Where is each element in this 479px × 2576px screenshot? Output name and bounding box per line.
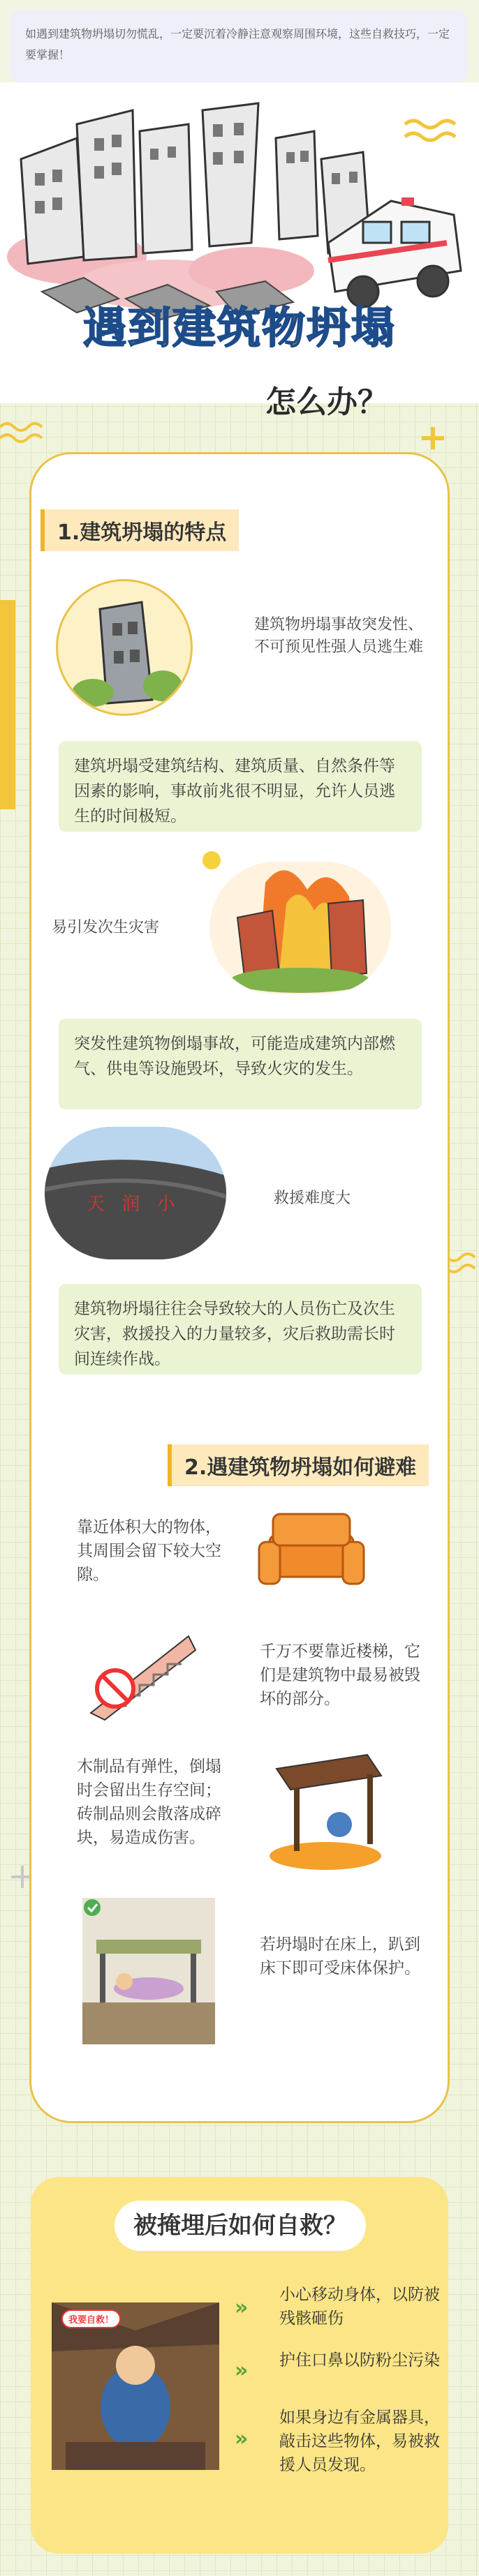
speech-bubble: 我要自救！ (61, 2309, 121, 2328)
title-part-3: 筑物 (217, 302, 307, 353)
side-stripe (0, 600, 15, 809)
self-rescue-tip-3: 如果身边有金属器具，敲击这些物体，易被救援人员发现。 (279, 2409, 440, 2474)
stairs-forbidden-icon (77, 1622, 202, 1727)
tip-1-text: 靠近体积大的物体，其周围会留下较大空隙。 (77, 1518, 221, 1584)
tip-4-text: 若坍塌时在床上，趴到床下即可受床体保护。 (260, 1935, 420, 1977)
chevron-right-icon-3: » (235, 2427, 249, 2451)
title-part-1: 遇到 (82, 302, 172, 353)
intro-note (10, 10, 468, 82)
title-part-2: 建 (172, 302, 217, 353)
point-2-description: 突发性建筑物倒塌事故，可能造成建筑内部燃气、供电等设施毁坏，导致火灾的发生。 (59, 1019, 422, 1109)
chevron-right-icon-2: » (235, 2358, 249, 2383)
section-3-heading: 被掩埋后如何自救？ (115, 2201, 366, 2251)
point-3-label: 救援难度大 (274, 1190, 351, 1207)
section-2-heading: 2.遇建筑物坍塌如何避难 (168, 1444, 429, 1486)
wave-deco-icon (0, 419, 56, 447)
under-bed-image (82, 1898, 215, 2044)
plus-deco-icon (419, 424, 447, 452)
trapped-person-image (52, 2302, 219, 2470)
chevron-right-icon: » (235, 2296, 249, 2320)
hero-illustration (0, 82, 479, 403)
self-rescue-tip-2: 护住口鼻以防粉尘污染 (279, 2351, 440, 2369)
collapsed-sign-text: 天 润 小 (87, 1194, 181, 1215)
tip-3-text: 木制品有弹性，倒塌时会留出生存空间；砖制品则会散落成碎块，易造成伤害。 (77, 1758, 221, 1847)
section-1-heading: 1.建筑坍塌的特点 (40, 509, 239, 551)
tip-2-text: 千万不要靠近楼梯，它们是建筑物中最易被毁坏的部分。 (260, 1642, 420, 1708)
fire-building-image (209, 862, 391, 994)
title-part-4: 坍塌 (307, 302, 397, 353)
collapsed-city-illustration (0, 82, 479, 403)
page-title (0, 293, 479, 355)
point-1-description: 建筑坍塌受建筑结构、建筑质量、自然条件等因素的影响，事故前兆很不明显，允许人员逃生的时间极短。 (59, 741, 422, 832)
wooden-table-icon (263, 1734, 388, 1873)
page-subtitle: 怎么办？ (265, 384, 388, 420)
point-3-description: 建筑物坍塌往往会导致较大的人员伤亡及次生灾害，救援投入的力量较多，灾后救助需长时间连续作战。 (59, 1284, 422, 1375)
point-2-label: 易引发次生灾害 (52, 919, 160, 936)
yellow-dot (202, 851, 221, 869)
tilted-building-image (56, 579, 193, 716)
sofa-icon (249, 1500, 374, 1605)
point-1-label: 建筑物坍塌事故突发性、不可预见性强人员逃生难 (253, 616, 423, 656)
intro-text: 如遇到建筑物坍塌切勿慌乱，一定要沉着冷静注意观察周围环境，这些自救技巧，一定要掌握！ (25, 27, 450, 61)
collapsed-sign-image (45, 1127, 226, 1259)
self-rescue-tip-1: 小心移动身体，以防被残骸砸伤 (279, 2286, 440, 2328)
